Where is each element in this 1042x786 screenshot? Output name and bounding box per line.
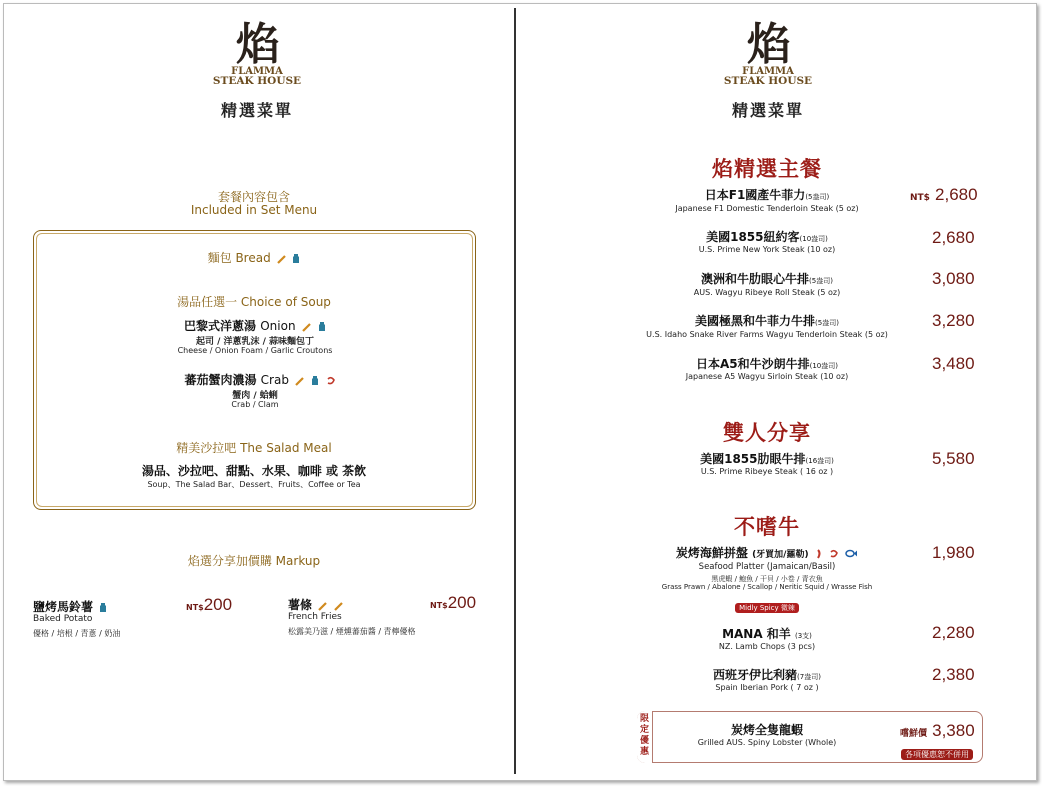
markup-item-2-price (430, 593, 476, 613)
soup1-name: 巴黎式洋蔥湯 (184, 319, 257, 333)
soup1-desc-ch: 起司 / 洋蔥乳沫 / 蒜味麵包丁 (195, 337, 315, 347)
milk-icon (311, 375, 319, 386)
brand-name-line2: STEAK HOUSE (212, 75, 302, 87)
seafood-title (607, 544, 927, 561)
main-item-5-en: Japanese A5 Wagyu Sirloin Steak (10 oz) (685, 372, 849, 381)
seafood-spicy (607, 595, 927, 614)
soup2-desc-ch: 蟹肉 / 蛤蜊 (232, 391, 278, 401)
markup-item-2-name-en: French Fries (288, 612, 342, 622)
pork-qty: (7盎司) (797, 673, 821, 681)
salad-items-ch: 湯品、沙拉吧、甜點、水果、咖啡 或 茶飲 (141, 464, 367, 478)
main-item-name-ch: 澳洲和牛肋眼心牛排 (701, 272, 810, 286)
fish-icon (845, 549, 858, 558)
salad-heading: 精美沙拉吧 The Salad Meal (176, 441, 332, 455)
soup2-name-en: Crab (260, 373, 289, 387)
promo-name-en: Grilled AUS. Spiny Lobster (Whole) (697, 738, 837, 747)
main-item-name-ch: 日本F1國產牛菲力 (704, 188, 806, 202)
bread-label: 麵包 Bread (207, 251, 271, 265)
main-item-qty: (10盎司) (799, 235, 828, 243)
milk-icon (99, 602, 107, 613)
promo-note-wrap (901, 742, 973, 761)
wheat-icon (302, 322, 312, 332)
seafood-desc-en: Grass Prawn / Abalone / Scallop / Neritic Squid / Wrasse Fish (661, 583, 873, 591)
wheat-icon (318, 601, 328, 611)
main-item-4-name (607, 312, 927, 329)
promo-name-ch: 炭烤全隻龍蝦 (730, 723, 803, 737)
markup-item-1-price (186, 595, 232, 615)
main-item-5-name (607, 355, 927, 372)
set-menu-title-en: Included in Set Menu (190, 203, 318, 217)
seafood-price: 1,980 (932, 543, 975, 562)
pork-title (607, 666, 927, 683)
main-item-2-name (607, 228, 927, 245)
main-item-qty: (10盎司) (809, 362, 838, 370)
markup-item-1-name-en: Baked Potato (33, 614, 93, 624)
lamb-name: MANA 和羊 (722, 627, 791, 641)
lamb-title (607, 625, 927, 642)
share-item-qty: (16盎司) (805, 457, 834, 465)
pork-name: 西班牙伊比利豬 (713, 668, 798, 682)
seafood-en: Seafood Platter (Jamaican/Basil) (698, 562, 836, 572)
price-value: 3,380 (932, 721, 975, 740)
lamb-en: NZ. Lamb Chops (3 pcs) (718, 642, 816, 651)
soup2-title (150, 371, 370, 388)
promo-price (900, 721, 975, 741)
main-item-2-price: 2,680 (932, 228, 975, 247)
page-divider (514, 8, 516, 774)
soup1-name-en: Onion (260, 319, 296, 333)
soup1-desc-en: Cheese / Onion Foam / Garlic Croutons (177, 346, 333, 355)
markup-heading: 焰選分享加價購 Markup (187, 554, 321, 568)
main-item-4-price: 3,280 (932, 311, 975, 330)
currency-label: NT$ (910, 193, 930, 203)
brand-name-line1: FLAMMA (742, 66, 794, 77)
salad-items-en: Soup、The Salad Bar、Dessert、Fruits、Coffee or Tea (147, 480, 361, 489)
pork-price: 2,380 (932, 665, 975, 684)
share-item-name-ch: 美國1855肋眼牛排 (700, 452, 806, 466)
main-item-4-en: U.S. Idaho Snake River Farms Wagyu Tenderloin Steak (5 oz) (646, 330, 888, 339)
share-item-price: 5,580 (932, 449, 975, 468)
price-value: 200 (447, 593, 477, 612)
main-item-3-en: AUS. Wagyu Ribeye Roll Steak (5 oz) (693, 288, 841, 297)
soup2-desc-en: Crab / Clam (231, 400, 279, 409)
menu-title: 精選菜單 (220, 101, 293, 120)
main-item-3-price: 3,080 (932, 269, 975, 288)
set-menu-title-ch: 套餐內容包含 (217, 190, 290, 204)
main-item-1-price (910, 185, 978, 205)
main-item-name-ch: 美國極黑和牛菲力牛排 (695, 314, 816, 328)
share-item-name (607, 450, 927, 467)
currency-label: NT$ (430, 601, 448, 610)
pork-en: Spain Iberian Pork ( 7 oz ) (715, 683, 819, 692)
price-value: 2,680 (935, 185, 978, 204)
wheat-icon (277, 254, 287, 264)
main-item-1-name (607, 186, 927, 203)
brand-name-line2: STEAK HOUSE (723, 75, 813, 87)
main-item-2-en: U.S. Prime New York Steak (10 oz) (698, 245, 836, 254)
soup1-title (150, 317, 360, 334)
brand-name-line1: FLAMMA (231, 66, 283, 77)
menu-title: 精選菜單 (731, 101, 804, 120)
milk-icon (318, 321, 326, 332)
main-item-3-name (607, 270, 927, 287)
main-item-name-ch: 美國1855紐約客 (706, 230, 800, 244)
seafood-sauce: (牙買加/羅勒) (752, 550, 809, 560)
share-item-en: U.S. Prime Ribeye Steak ( 16 oz ) (700, 467, 834, 476)
wheat-icon (295, 376, 305, 386)
promo-tag: 限定優惠 (637, 711, 653, 763)
markup-item-2-name-ch: 薯條 (288, 598, 313, 612)
no-beef-heading: 不嗜牛 (734, 515, 800, 539)
main-item-1-en: Japanese F1 Domestic Tenderloin Steak (5 oz) (675, 204, 859, 213)
price-value: 200 (203, 595, 233, 614)
bread-item (174, 249, 334, 266)
brand-logo: 焰 (747, 19, 789, 70)
main-item-qty: (5盎司) (809, 277, 833, 285)
spicy-badge: Midly Spicy 微辣 (735, 603, 799, 613)
main-item-qty: (5盎司) (805, 193, 830, 201)
main-item-qty: (5盎司) (815, 319, 839, 327)
chili-icon (815, 549, 823, 559)
promo-note: 各項優惠恕不併用 (901, 749, 973, 760)
markup-item-2-name (288, 596, 344, 613)
shrimp-icon (326, 376, 336, 386)
share-heading: 雙人分享 (723, 421, 811, 445)
lamb-price: 2,280 (932, 623, 975, 642)
wheat-icon (334, 601, 344, 611)
markup-item-2-desc: 松露美乃滋 / 煙燻蕃茄醬 / 青檸優格 (288, 627, 416, 636)
milk-icon (292, 253, 300, 264)
soup2-name: 蕃茄蟹肉濃湯 (184, 373, 257, 387)
main-item-name-ch: 日本A5和牛沙朗牛排 (695, 357, 810, 371)
currency-label: NT$ (186, 603, 204, 612)
markup-item-1-name-ch: 鹽烤馬鈴薯 (33, 600, 94, 614)
markup-item-1-desc: 優格 / 培根 / 青蔥 / 奶油 (33, 629, 121, 638)
markup-item-1-name (33, 598, 107, 615)
lamb-qty: (3支) (795, 632, 812, 640)
shrimp-icon (829, 549, 839, 559)
seafood-desc-ch: 黑虎蝦 / 鮑魚 / 干貝 / 小卷 / 青衣魚 (711, 575, 823, 583)
main-heading: 焰精選主餐 (712, 157, 822, 181)
brand-logo: 焰 (236, 19, 278, 70)
promo-price-label: 嚐鮮價 (900, 729, 928, 739)
seafood-name: 炭烤海鮮拼盤 (675, 546, 748, 560)
soup-heading: 湯品任選一 Choice of Soup (177, 295, 331, 309)
main-item-5-price: 3,480 (932, 354, 975, 373)
